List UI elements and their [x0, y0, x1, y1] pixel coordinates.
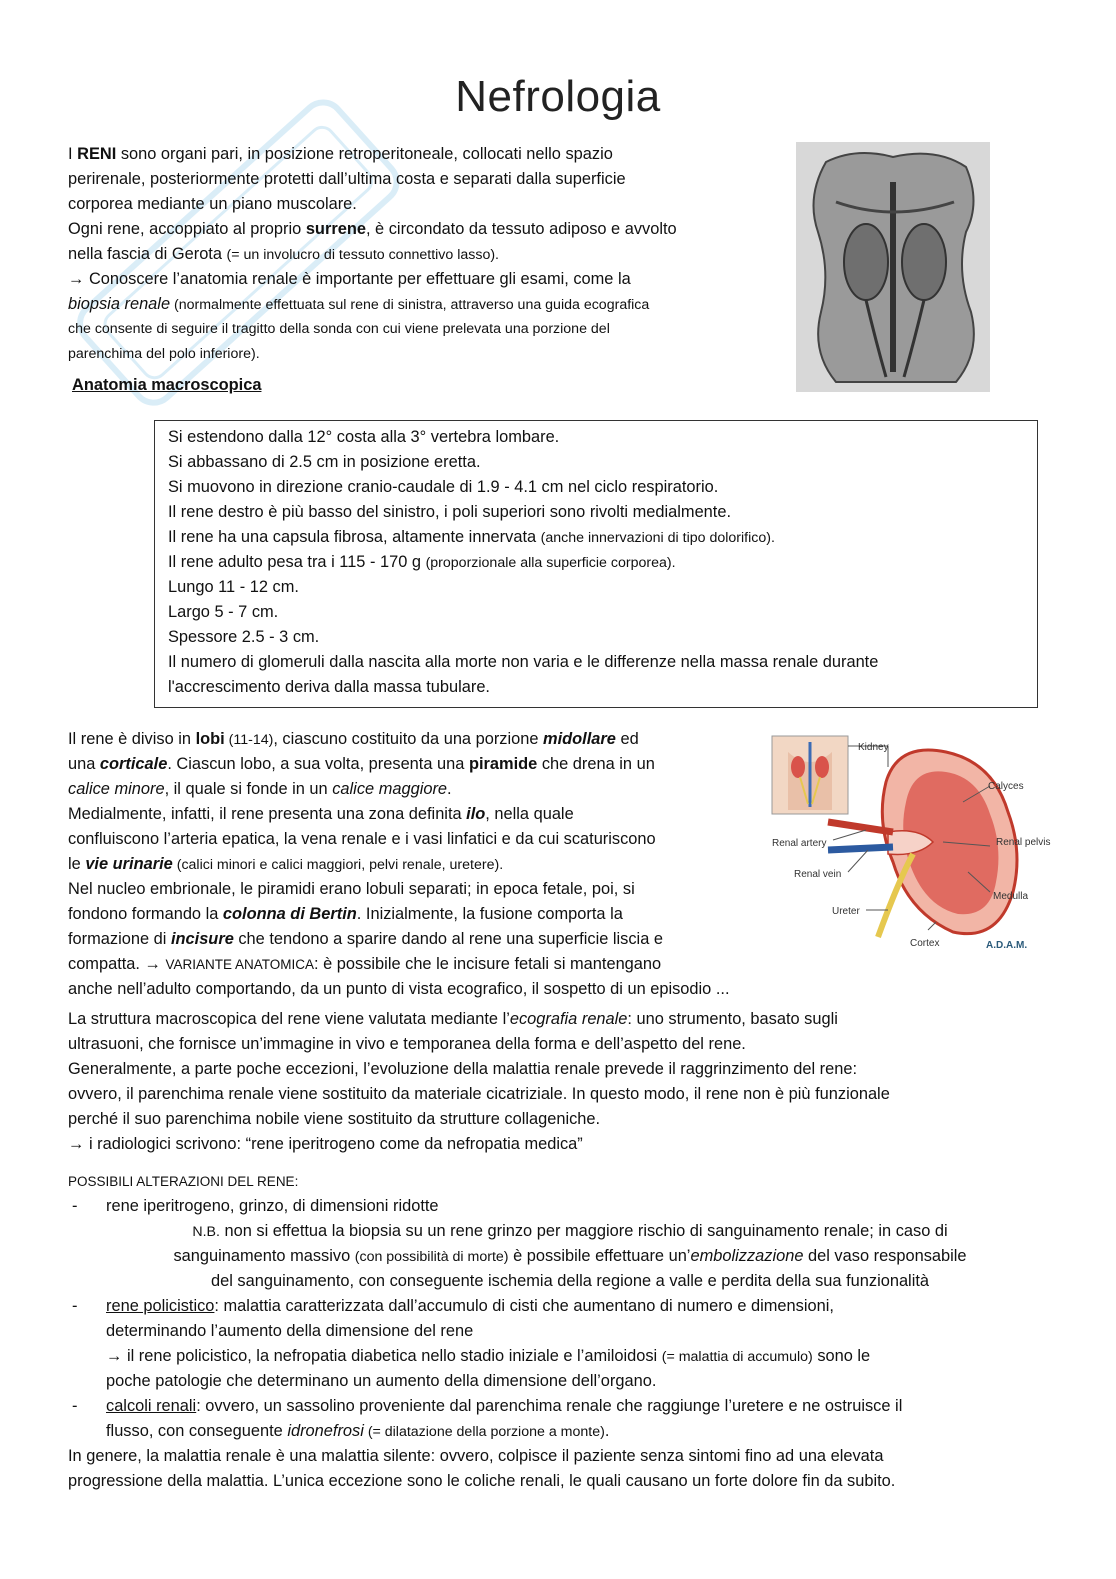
echo-line-2: ultrasuoni, che fornisce un’immagine in vivo e temporanea della forma e dell’aspetto del rene. [68, 1035, 746, 1053]
intro-line-4: Ogni rene, accoppiato al proprio surrene, è circondato da tessuto adiposo e avvolto [68, 220, 677, 238]
alterations-heading: POSSIBILI ALTERAZIONI DEL RENE: [68, 1174, 299, 1189]
lobes-line-4: Medialmente, infatti, il rene presenta una zona definita ilo, nella quale [68, 805, 574, 823]
alteration-item-3: calcoli renali: ovvero, un sassolino proveniente dal parenchima renale che raggiunge l’uretere e ne ostruisce il [106, 1397, 903, 1415]
lobes-line-11: anche nell’adulto comportando, da un punto di vista ecografico, il sospetto di un episodio ... [68, 980, 730, 998]
echo-line-6: → i radiologici scrivono: “rene iperitrogeno come da nefropatia medica” [68, 1135, 583, 1153]
box-line: Si abbassano di 2.5 cm in posizione eretta. [168, 453, 481, 471]
echo-line-3: Generalmente, a parte poche eccezioni, l’evoluzione della malattia renale prevede il raggrinzimento del rene: [68, 1060, 858, 1078]
intro-line-6: → Conoscere l’anatomia renale è importante per effettuare gli esami, come la [68, 270, 631, 288]
bullet-dash: - [72, 1297, 78, 1315]
alteration-item-2-line-2: determinando l’aumento della dimensione del rene [106, 1322, 474, 1340]
echo-line-5: perché il suo parenchima nobile viene sostituito da strutture collageniche. [68, 1110, 601, 1128]
box-line: l'accrescimento deriva dalla massa tubulare. [168, 678, 490, 696]
alteration-item-3-line-2: flusso, con conseguente idronefrosi (= dilatazione della porzione a monte). [106, 1422, 610, 1440]
box-line: Il rene adulto pesa tra i 115 - 170 g (proporzionale alla superficie corporea). [168, 553, 676, 571]
alteration-item-2: rene policistico: malattia caratterizzata dall’accumulo di cisti che aumentano di numero e dimensioni, [106, 1297, 834, 1315]
box-line: Il rene destro è più basso del sinistro, i poli superiori sono rivolti medialmente. [168, 503, 732, 521]
lobes-line-10: compatta. → VARIANTE ANATOMICA: è possibile che le incisure fetali si mantengano [68, 955, 662, 973]
lobes-line-2: una corticale. Ciascun lobo, a sua volta, presenta una piramide che drena in un [68, 755, 655, 773]
intro-line-9: parenchima del polo inferiore). [68, 346, 260, 362]
echo-line-1: La struttura macroscopica del rene viene valutata mediante l’ecografia renale: uno strumento, basato sugli [68, 1010, 838, 1028]
label-ureter: Ureter [832, 906, 860, 917]
label-medulla: Medulla [993, 891, 1029, 902]
box-line: Si estendono dalla 12° costa alla 3° vertebra lombare. [168, 428, 560, 446]
intro-line-8: che consente di seguire il tragitto della sonda con cui viene prelevata una porzione del [68, 321, 610, 337]
adam-brand: A.D.A.M. [986, 940, 1028, 951]
intro-line-7: biopsia renale (normalmente effettuata sul rene di sinistra, attraverso una guida ecografica [68, 295, 650, 313]
closing-line-2: progressione della malattia. L’unica eccezione sono le coliche renali, le quali causano un forte dolore fin da subito. [68, 1472, 896, 1490]
lobes-line-7: Nel nucleo embrionale, le piramidi erano lobuli separati; in epoca fetale, poi, si [68, 880, 635, 898]
nb-line-3: del sanguinamento, con conseguente ischemia della regione a valle e perdita della sua funzionalità [210, 1272, 930, 1290]
section-heading: Anatomia macroscopica [72, 376, 262, 394]
echo-line-4: ovvero, il parenchima renale viene sostituito da materiale cicatriziale. In questo modo, il rene non è più funzionale [68, 1085, 890, 1103]
lobes-line-3: calice minore, il quale si fonde in un calice maggiore. [68, 780, 452, 798]
alteration-item-2-line-3: → il rene policistico, la nefropatia diabetica nello stadio iniziale e l’amiloidosi (= malattia di accumulo) sono le [106, 1347, 871, 1365]
lobes-line-1: Il rene è diviso in lobi (11-14), ciascuno costituito da una porzione midollare ed [68, 730, 639, 748]
box-line: Si muovono in direzione cranio-caudale di 1.9 - 4.1 cm nel ciclo respiratorio. [168, 478, 719, 496]
nb-line-2: sanguinamento massivo (con possibilità di morte) è possibile effettuare un’embolizzazione del vaso responsabile [173, 1247, 967, 1265]
label-renal-pelvis: Renal pelvis [996, 837, 1051, 848]
label-renal-artery: Renal artery [772, 838, 827, 849]
lobes-line-5: confluiscono l’arteria epatica, la vena renale e i vasi linfatici e da cui scaturiscono [68, 830, 656, 848]
intro-line-2: perirenale, posteriormente protetti dall’ultima costa e separati dalla superficie [68, 170, 626, 188]
alteration-item-2-line-4: poche patologie che determinano un aumento della dimensione dell’organo. [106, 1372, 657, 1390]
label-calyces: Calyces [988, 781, 1024, 792]
page-title: Nefrologia [455, 72, 661, 121]
lobes-line-9: formazione di incisure che tendono a sparire dando al rene una superficie liscia e [68, 930, 663, 948]
label-cortex: Cortex [910, 938, 940, 949]
kidney-diagram [768, 732, 1051, 956]
box-line: Il rene ha una capsula fibrosa, altamente innervata (anche innervazioni di tipo dolorifico). [168, 528, 775, 546]
intro-line-5: nella fascia di Gerota (= un involucro di tessuto connettivo lasso). [68, 245, 499, 263]
nb-line-1: N.B. non si effettua la biopsia su un rene grinzo per maggiore rischio di sanguinamento renale; in caso di [192, 1222, 948, 1240]
bullet-dash: - [72, 1197, 78, 1215]
box-line: Lungo 11 - 12 cm. [168, 578, 299, 596]
box-line: Largo 5 - 7 cm. [168, 603, 279, 621]
closing-line-1: In genere, la malattia renale è una malattia silente: ovvero, colpisce il paziente senza sintomi fino ad una elevata [68, 1447, 884, 1465]
lobes-line-8: fondono formando la colonna di Bertin. Inizialmente, la fusione comporta la [68, 905, 623, 923]
alteration-item-1: rene iperitrogeno, grinzo, di dimensioni ridotte [106, 1197, 439, 1215]
bullet-dash: - [72, 1397, 78, 1415]
box-line: Il numero di glomeruli dalla nascita alla morte non varia e le differenze nella massa renale durante [168, 653, 879, 671]
lobes-line-6: le vie urinarie (calici minori e calici maggiori, pelvi renale, uretere). [68, 855, 504, 873]
label-renal-vein: Renal vein [794, 869, 842, 880]
intro-line-1: I RENI sono organi pari, in posizione retroperitoneale, collocati nello spazio [68, 145, 613, 163]
label-kidney: Kidney [858, 742, 889, 753]
anatomy-engraving-image [796, 142, 990, 392]
intro-line-3: corporea mediante un piano muscolare. [68, 195, 357, 213]
box-line: Spessore 2.5 - 3 cm. [168, 628, 320, 646]
